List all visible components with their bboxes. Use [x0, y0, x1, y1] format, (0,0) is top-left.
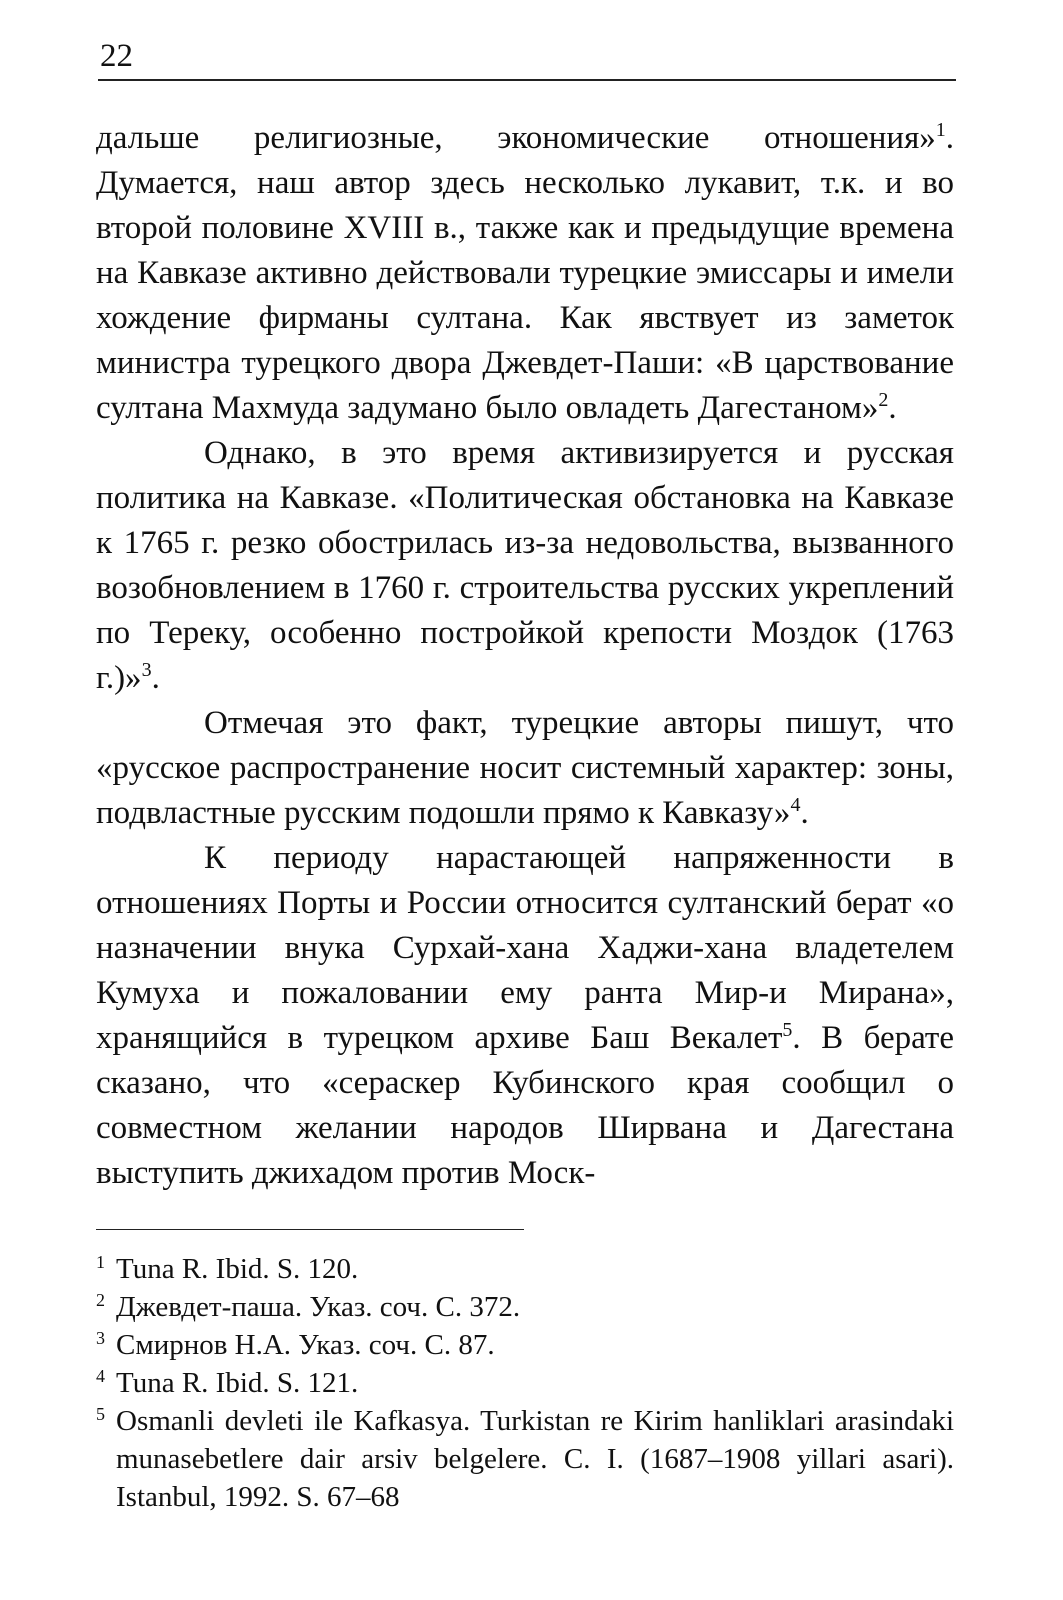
- body-text: [96, 116, 954, 1196]
- paragraph-text: .: [151, 660, 160, 696]
- paragraph-text: .: [888, 390, 897, 426]
- footnote-2: 2 Джевдет-паша. Указ. соч. С. 372.: [96, 1290, 521, 1323]
- footnote-text: Смирнов Н.А. Указ. соч. С. 87.: [116, 1329, 495, 1361]
- paragraph-text: .: [800, 795, 809, 831]
- footnote-ref: 4: [790, 794, 801, 816]
- footnote-4: 4 Tuna R. Ibid. S. 121.: [96, 1366, 359, 1399]
- footnote-text: Osmanli devleti ile Kafkasya. Turkistan re Kirim hanliklari arasindaki munasebetlere dair arsiv belgelere. C. I. (1687–1908 yillari asari). Istanbul, 1992. S. 67–68: [116, 1405, 954, 1513]
- header-rule: [98, 79, 956, 81]
- footnote-ref: 5: [782, 1019, 793, 1041]
- paragraph-3: [96, 701, 954, 836]
- paragraph-text: К периоду нарастающей напряженности в отношениях Порты и России относится султанский берат «о назначении внука Сурхай-хана Хаджи-хана владетелем Кумуха и пожаловании ему ранта Мир-и Мирана», хранящийся в турецком архиве Баш Векалет: [96, 840, 954, 1056]
- paragraph-text: . В берате сказано, что «сераскер Кубинского края сообщил о совместном желании народов Ширвана и Дагестана выступить джихадом против Моск-: [96, 1020, 954, 1191]
- paragraph-1: [96, 116, 954, 431]
- footnotes: [96, 1250, 954, 1516]
- footnote-3: 3 Смирнов Н.А. Указ. соч. С. 87.: [96, 1328, 495, 1361]
- footnote-text: Tuna R. Ibid. S. 120.: [116, 1253, 359, 1285]
- footnote-ref: 1: [935, 119, 946, 141]
- footnote-text: Tuna R. Ibid. S. 121.: [116, 1367, 359, 1399]
- footnote-ref: 2: [878, 389, 889, 411]
- footnote-text: Джевдет-паша. Указ. соч. С. 372.: [116, 1291, 521, 1323]
- paragraph-text: . Думается, наш автор здесь несколько лукавит, т.к. и во второй половине XVIII в., также как и предыдущие времена на Кавказе активно действовали турецкие эмиссары и имели хождение фирманы султана. Как явствует из заметок министра турецкого двора Джевдет-Паши: «В царствование султана Махмуда задумано было овладеть Дагестаном»: [96, 120, 954, 426]
- paragraph-2: [96, 431, 954, 701]
- page-number: 22: [100, 38, 133, 74]
- footnote-ref: 3: [141, 659, 152, 681]
- paragraph-text: Однако, в это время активизируется и русская политика на Кавказе. «Политическая обстановка на Кавказе к 1765 г. резко обострилась из-за недовольства, вызванного возобновлением в 1760 г. строительства русских укреплений по Тереку, особенно постройкой крепости Моздок (1763 г.)»: [96, 435, 954, 696]
- paragraph-text: дальше религиозные, экономические отношения»: [96, 120, 936, 156]
- footnote-5: 5 Osmanli devleti ile Kafkasya. Turkistan re Kirim hanliklari arasindaki munasebetlere dair arsiv belgelere. C. I. (1687–1908 yillari asari). Istanbul, 1992. S. 67–68: [96, 1404, 954, 1513]
- paragraph-text: Отмечая это факт, турецкие авторы пишут, что «русское распространение носит системный характер: зоны, подвластные русским подошли прямо к Кавказу»: [96, 705, 954, 831]
- footnote-rule: [96, 1229, 524, 1230]
- paragraph-4: [96, 836, 954, 1196]
- footnote-1: 1 Tuna R. Ibid. S. 120.: [96, 1252, 359, 1285]
